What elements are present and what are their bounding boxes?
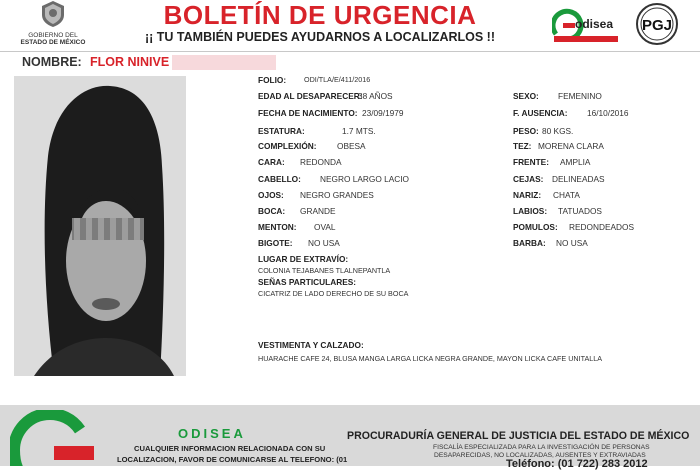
edad-label: EDAD AL DESAPARECER: [258,91,363,101]
page-title: BOLETÍN DE URGENCIA [163,0,477,30]
cejas-label: CEJAS: [513,174,544,184]
ausencia-value: 16/10/2016 [587,108,629,118]
lugar-label: LUGAR DE EXTRAVÍO: [258,254,349,264]
odisea-big-logo-icon [10,410,100,466]
complexion-label: COMPLEXIÓN: [258,141,317,151]
frente-label: FRENTE: [513,157,549,167]
nariz-value: CHATA [553,190,580,200]
lugar-value: COLONIA TEJABANES TLALNEPANTLA [258,266,391,275]
gov-line1: GOBIERNO DEL [28,32,78,39]
boca-label: BOCA: [258,206,286,216]
ojos-value: NEGRO GRANDES [300,190,374,200]
footer-fiscalia-line1: FISCALÍA ESPECIALIZADA PARA LA INVESTIGACIÓN DE PERSONAS [433,444,650,451]
complexion-value: OBESA [337,141,366,151]
footer-fiscalia-line2: DESAPARECIDAS, NO LOCALIZADAS, AUSENTES Y EXTRAVIADAS [434,452,646,459]
cara-value: REDONDA [300,157,342,167]
pomulos-value: REDONDEADOS [569,222,635,232]
footer-info-line2: LOCALIZACION, FAVOR DE COMUNICARSE AL TELEFONO: (01 [117,455,348,464]
missing-person-photo [14,76,186,376]
labios-label: LABIOS: [513,206,548,216]
edad-value: 38 AÑOS [358,91,393,101]
barba-value: NO USA [556,238,588,248]
boca-value: GRANDE [300,206,336,216]
estatura-value: 1.7 MTS. [342,126,376,136]
peso-label: PESO: [513,126,539,136]
footer-info-line1: CUALQUIER INFORMACION RELACIONADA CON SU [134,444,326,453]
state-seal-icon [40,0,66,28]
estatura-label: ESTATURA: [258,126,305,136]
senas-label: SEÑAS PARTICULARES: [258,277,357,287]
tez-value: MORENA CLARA [538,141,604,151]
senas-value: CICATRIZ DE LADO DERECHO DE SU BOCA [258,289,409,298]
folio-value: ODI/TLA/E/411/2016 [304,75,371,84]
nacimiento-label: FECHA DE NACIMIENTO: [258,108,358,118]
barba-label: BARBA: [513,238,546,248]
menton-label: MENTON: [258,222,297,232]
pgj-logo-icon [632,2,682,46]
person-portrait-icon [14,76,186,376]
name-value: FLOR NINIVE [90,55,170,69]
footer-pgj-name: PROCURADURÍA GENERAL DE JUSTICIA DEL ESTADO DE MÉXICO [347,430,690,442]
sexo-value: FEMENINO [558,91,602,101]
cejas-value: DELINEADAS [552,174,605,184]
vestimenta-label: VESTIMENTA Y CALZADO: [258,340,364,350]
sexo-label: SEXO: [513,91,539,101]
footer-telefono: Teléfono: (01 722) 283 2012 [506,458,648,470]
nacimiento-value: 23/09/1979 [362,108,404,118]
redaction-bar [172,55,276,70]
bigote-value: NO USA [308,238,340,248]
frente-value: AMPLIA [560,157,591,167]
menton-value: OVAL [314,222,336,232]
odisea-logo-text: odisea [575,17,614,31]
ojos-label: OJOS: [258,190,284,200]
cara-label: CARA: [258,157,285,167]
cabello-value: NEGRO LARGO LACIO [320,174,409,184]
cabello-label: CABELLO: [258,174,301,184]
gov-line2: ESTADO DE MÉXICO [20,39,86,46]
nariz-label: NARIZ: [513,190,542,200]
labios-value: TATUADOS [558,206,602,216]
peso-value: 80 KGS. [542,126,574,136]
folio-label: FOLIO: [258,75,287,85]
pgj-logo-text: PGJ [641,17,673,34]
name-label: NOMBRE: [22,55,82,69]
odisea-logo-icon [552,6,620,44]
footer-odisea: ODISEA [178,426,246,441]
tez-label: TEZ: [513,141,532,151]
vestimenta-value: HUARACHE CAFE 24, BLUSA MANGA LARGA LICKA NEGRA GRANDE, MAYON LICKA CAFE UNITALLA [258,354,603,363]
ausencia-label: F. AUSENCIA: [513,108,568,118]
page-subtitle: ¡¡ TU TAMBIÉN PUEDES AYUDARNOS A LOCALIZARLOS !! [145,30,495,44]
pomulos-label: POMULOS: [513,222,558,232]
gov-edomex-logo [8,0,98,46]
bigote-label: BIGOTE: [258,238,293,248]
